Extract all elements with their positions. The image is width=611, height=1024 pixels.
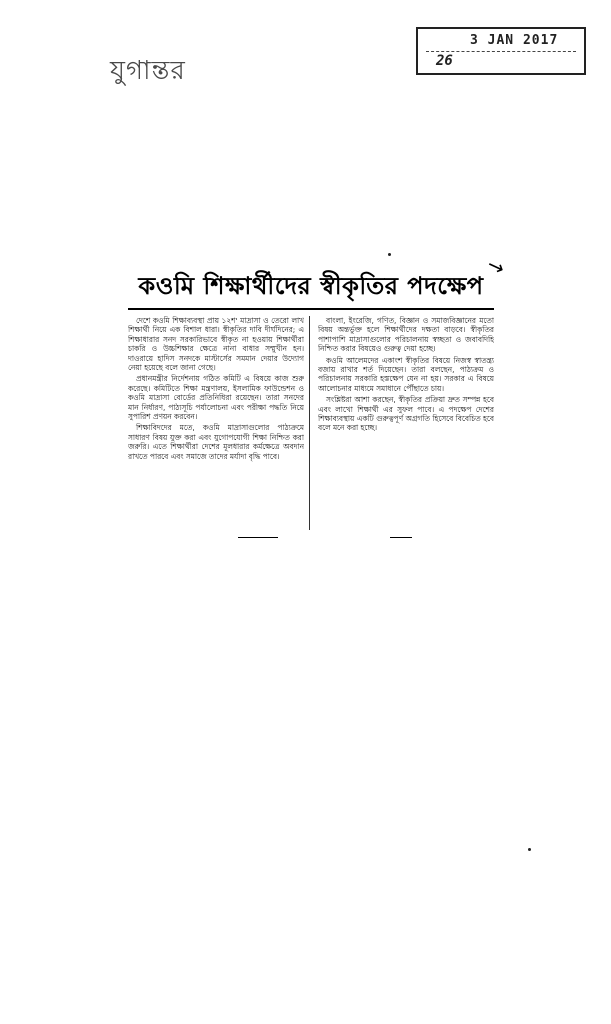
article-paragraph: সংশ্লিষ্টরা আশা করছেন, স্বীকৃতির প্রক্রিয়া দ্রুত সম্পন্ন হবে এবং লাখো শিক্ষার্থী এর সুফল পাবে। এ পদক্ষেপ দেশের শিক্ষাব্যবস্থায় একটি গুরুত্বপূর্ণ অগ্রগতি হিসেবে বিবেচিত হবে বলে মনে করা হচ্ছে। (318, 395, 494, 433)
date-stamp (416, 27, 586, 75)
article-paragraph: বাংলা, ইংরেজি, গণিত, বিজ্ঞান ও সমাজবিজ্ঞানের মতো বিষয় অন্তর্ভুক্ত হলে শিক্ষার্থীদের দক্ষতা বাড়বে। স্বীকৃতির পাশাপাশি মাদ্রাসাগুলোর পরিচালনায় স্বচ্ছতা ও জবাবদিহি নিশ্চিত করার বিষয়েও গুরুত্ব দেয়া হচ্ছে। (318, 316, 494, 354)
headline-arrow-mark: ↘ (483, 251, 508, 281)
article-column-left (128, 316, 304, 530)
newspaper-clipping (128, 251, 508, 540)
article-paragraph: কওমি আলেমদের একাংশ স্বীকৃতির বিষয়ে নিজস্ব স্বাতন্ত্র্য বজায় রাখার শর্ত দিয়েছেন। তারা বলছেন, পাঠ্যক্রম ও পরিচালনায় সরকারি হস্তক্ষেপ যেন না হয়। সরকার এ বিষয়ে আলোচনার মাধ্যমে সমাধানে পৌঁছাতে চায়। (318, 355, 494, 393)
footer-rule-left (238, 537, 278, 538)
headline-rule (128, 308, 494, 310)
article-column-right (318, 316, 494, 530)
scan-speck (528, 848, 531, 851)
stamp-divider (426, 51, 576, 52)
masthead: যুগান্তর (110, 56, 186, 86)
article-paragraph: শিক্ষাবিদদের মতে, কওমি মাদ্রাসাগুলোর পাঠ্যক্রমে সাধারণ বিষয় যুক্ত করা এবং যুগোপযোগী শিক্ষা নিশ্চিত করা জরুরি। এতে শিক্ষার্থীরা দেশের মূলধারার কর্মক্ষেত্রে অবদান রাখতে পারবে এবং সমাজে তাদের মর্যাদা বৃদ্ধি পাবে। (128, 423, 304, 461)
stamp-page-number: 26 (436, 53, 453, 69)
article-paragraph: প্রধানমন্ত্রীর নির্দেশনায় গঠিত কমিটি এ বিষয়ে কাজ শুরু করেছে। কমিটিতে শিক্ষা মন্ত্রণালয়, ইসলামিক ফাউন্ডেশন ও কওমি মাদ্রাসা বোর্ডের প্রতিনিধিরা রয়েছেন। তারা সনদের মান নির্ধারণ, পাঠ্যসূচি পর্যালোচনা এবং পরীক্ষা পদ্ধতি নিয়ে সুপারিশ প্রণয়ন করবেন। (128, 374, 304, 422)
stamp-date: 3 JAN 2017 (470, 33, 559, 48)
scan-speck (388, 253, 391, 256)
article-headline: কওমি শিক্ষার্থীদের স্বীকৃতির পদক্ষেপ (138, 271, 484, 300)
article-paragraph: দেশে কওমি শিক্ষাব্যবস্থা প্রায় ১২শ' মাদ্রাসা ও তেরো লাখ শিক্ষার্থী নিয়ে এক বিশাল ধারা। স্বীকৃতির দাবি দীর্ঘদিনের; এ শিক্ষাধারার সনদ সরকারিভাবে স্বীকৃত না হওয়ায় শিক্ষার্থীরা চাকরি ও উচ্চশিক্ষার ক্ষেত্রে নানা বাধার সম্মুখীন হন। দাওরায়ে হাদিস সনদকে মাস্টার্সের সমমান দেয়ার উদ্যোগ নেয়া হয়েছে বলে জানা গেছে। (128, 316, 304, 373)
column-divider (309, 316, 310, 530)
footer-rule-right (390, 537, 412, 538)
